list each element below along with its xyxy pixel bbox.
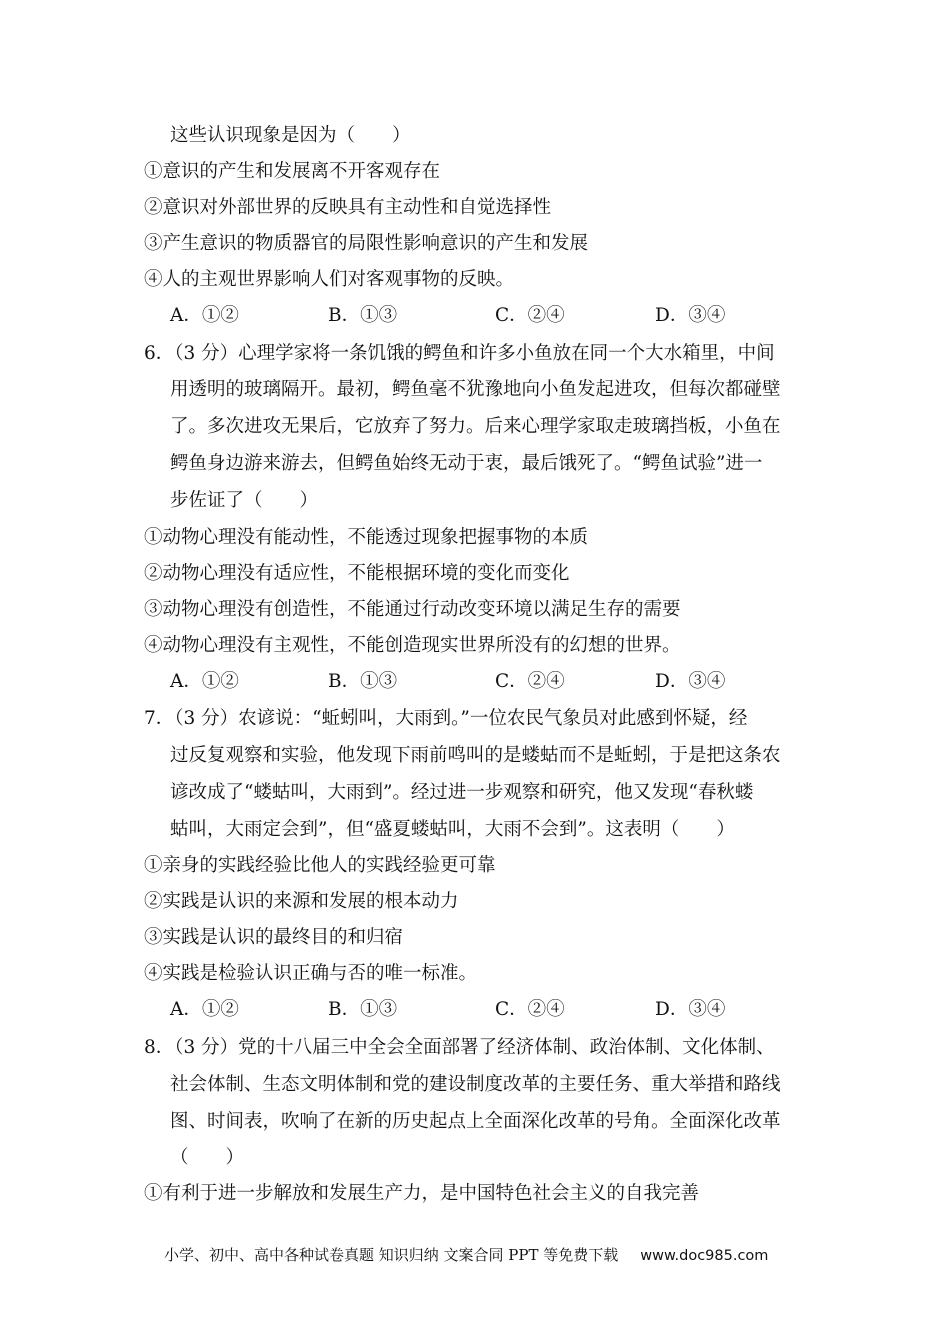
- q7-choice-d: D．③④: [655, 999, 726, 1020]
- footer-text: 小学、初中、高中各种试卷真题 知识归纳 文案合同 PPT 等免费下载: [164, 1246, 619, 1264]
- q7-choice-c: C．②④: [495, 999, 565, 1020]
- page-footer: [164, 1244, 768, 1267]
- q5-option-1: ①意识的产生和发展离不开客观存在: [144, 161, 441, 182]
- q7-choices: [170, 998, 770, 1022]
- q7-option-1: ①亲身的实践经验比他人的实践经验更可靠: [144, 855, 496, 876]
- q6-stem-line-1: 6．（3 分）心理学家将一条饥饿的鳄鱼和许多小鱼放在同一个大水箱里，中间: [144, 343, 775, 364]
- q6-stem-line-2: 用透明的玻璃隔开。最初，鳄鱼毫不犹豫地向小鱼发起进攻，但每次都碰壁: [170, 379, 781, 400]
- q7-stem-line-2: 过反复观察和实验，他发现下雨前鸣叫的是蝼蛄而不是蚯蚓，于是把这条农: [170, 745, 781, 766]
- q5-choice-b: B．①③: [328, 305, 398, 326]
- q5-stem: 这些认识现象是因为（ ）: [170, 125, 411, 146]
- q6-stem-line-3: 了。多次进攻无果后，它放弃了努力。后来心理学家取走玻璃挡板，小鱼在: [170, 416, 781, 437]
- q6-choice-d: D．③④: [655, 671, 726, 692]
- q8-stem-line-3: 图、时间表，吹响了在新的历史起点上全面深化改革的号角。全面深化改革: [170, 1111, 781, 1132]
- q8-option-1: ①有利于进一步解放和发展生产力，是中国特色社会主义的自我完善: [144, 1183, 700, 1204]
- q7-stem-line-3: 谚改成了“蝼蛄叫，大雨到”。经过进一步观察和研究，他又发现“春秋蝼: [170, 782, 754, 803]
- q6-stem-line-4: 鳄鱼身边游来游去，但鳄鱼始终无动于衷，最后饿死了。“鳄鱼试验”进一: [170, 453, 763, 474]
- q6-choice-a: A．①②: [170, 671, 239, 692]
- footer-url-link[interactable]: www.doc985.com: [640, 1248, 769, 1264]
- q6-option-3: ③动物心理没有创造性，不能通过行动改变环境以满足生存的需要: [144, 599, 681, 620]
- q6-choices: [170, 670, 770, 694]
- q6-choice-c: C．②④: [495, 671, 565, 692]
- q6-choice-b: B．①③: [328, 671, 398, 692]
- q7-choice-b: B．①③: [328, 999, 398, 1020]
- q8-stem-line-1: 8．（3 分）党的十八届三中全会全面部署了经济体制、政治体制、文化体制、: [144, 1037, 775, 1058]
- q7-option-2: ②实践是认识的来源和发展的根本动力: [144, 891, 459, 912]
- q5-choices: [170, 304, 770, 328]
- q5-option-4: ④人的主观世界影响人们对客观事物的反映。: [144, 269, 515, 290]
- q5-option-2: ②意识对外部世界的反映具有主动性和自觉选择性: [144, 197, 552, 218]
- q8-stem-line-4: （ ）: [170, 1147, 245, 1168]
- q7-choice-a: A．①②: [170, 999, 239, 1020]
- q5-choice-c: C．②④: [495, 305, 565, 326]
- q7-option-3: ③实践是认识的最终目的和归宿: [144, 927, 404, 948]
- q7-stem-line-4: 蛄叫，大雨定会到”，但“盛夏蝼蛄叫，大雨不会到”。这表明（ ）: [170, 819, 735, 840]
- q7-stem-line-1: 7．（3 分）农谚说：“蚯蚓叫，大雨到。”一位农民气象员对此感到怀疑，经: [144, 708, 748, 729]
- q6-stem-line-5: 步佐证了（ ）: [170, 490, 319, 511]
- q5-choice-d: D．③④: [655, 305, 726, 326]
- q7-option-4: ④实践是检验认识正确与否的唯一标准。: [144, 963, 478, 984]
- q5-choice-a: A．①②: [170, 305, 239, 326]
- q8-stem-line-2: 社会体制、生态文明体制和党的建设制度改革的主要任务、重大举措和路线: [170, 1074, 781, 1095]
- q6-option-1: ①动物心理没有能动性，不能透过现象把握事物的本质: [144, 527, 589, 548]
- q6-option-4: ④动物心理没有主观性，不能创造现实世界所没有的幻想的世界。: [144, 635, 681, 656]
- q5-option-3: ③产生意识的物质器官的局限性影响意识的产生和发展: [144, 233, 589, 254]
- q6-option-2: ②动物心理没有适应性，不能根据环境的变化而变化: [144, 563, 570, 584]
